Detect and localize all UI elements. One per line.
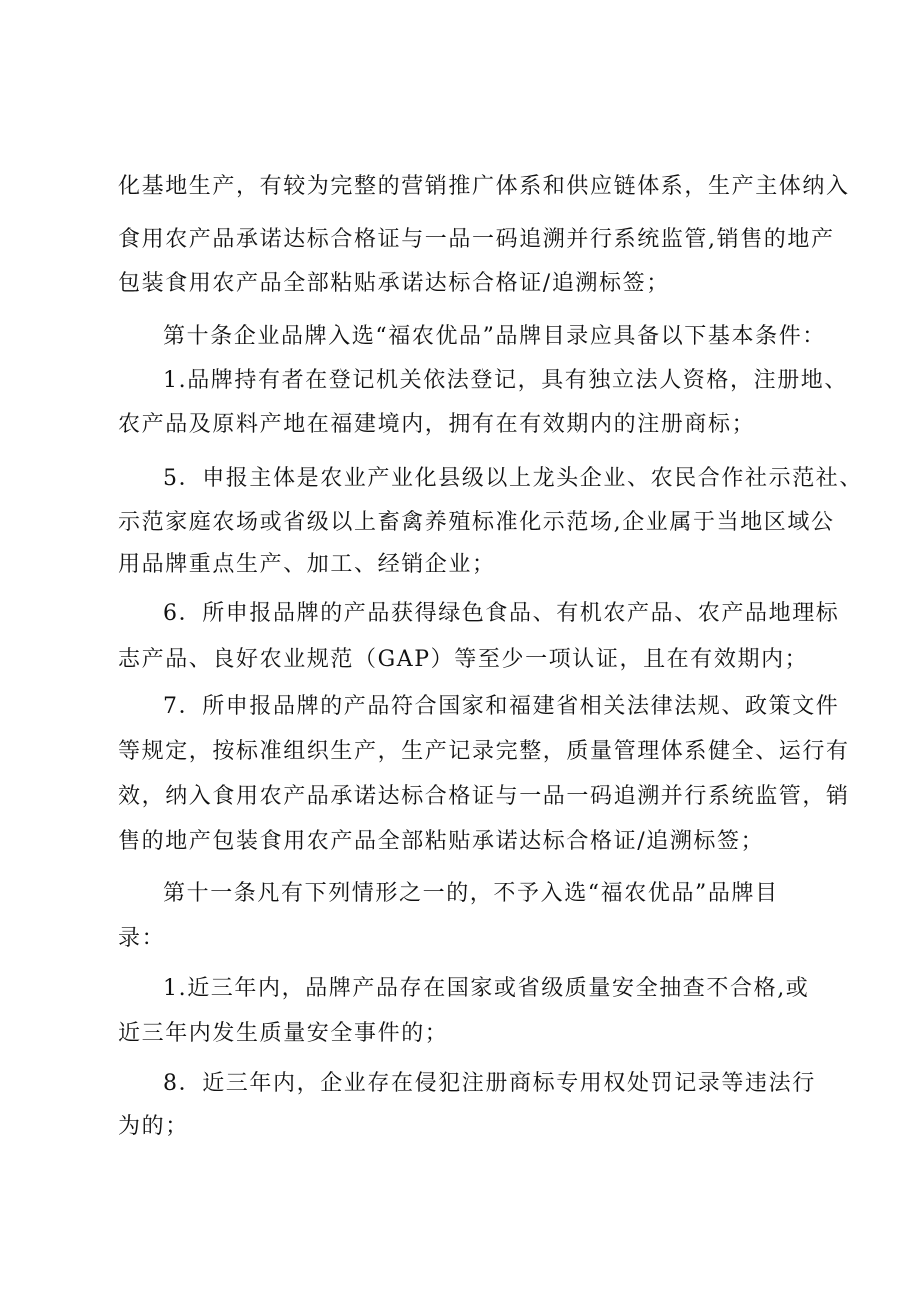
paragraph-1-line-1: 化基地生产，有较为完整的营销推广体系和供应链体系，生产主体纳入 [118, 174, 850, 199]
paragraph-4-line-3: 用品牌重点生产、加工、经销企业； [118, 552, 496, 577]
paragraph-9-line-2: 为的； [118, 1114, 189, 1139]
paragraph-5-line-1: 6．所申报品牌的产品获得绿色食品、有机农产品、农产品地理标 [163, 601, 840, 626]
paragraph-4-line-2: 示范家庭农场或省级以上畜禽养殖标准化示范场,企业属于当地区域公 [118, 510, 835, 535]
article-11-heading-line-1: 第十一条凡有下列情形之一的，不予入选“福农优品”品牌目 [163, 881, 779, 906]
paragraph-1-line-2: 食用农产品承诺达标合格证与一品一码追溯并行系统监管,销售的地产 [118, 227, 835, 252]
paragraph-6-line-3: 效，纳入食用农产品承诺达标合格证与一品一码追溯并行系统监管，销 [118, 784, 850, 809]
paragraph-8-line-1: 1.近三年内，品牌产品存在国家或省级质量安全抽查不合格,或 [163, 976, 810, 1001]
paragraph-3-line-1: 1.品牌持有者在登记机关依法登记，具有独立法人资格，注册地、 [163, 368, 848, 393]
article-10-heading: 第十条企业品牌入选“福农优品”品牌目录应具备以下基本条件： [163, 324, 826, 349]
paragraph-8-line-2: 近三年内发生质量安全事件的； [118, 1021, 449, 1046]
paragraph-6-line-1: 7．所申报品牌的产品符合国家和福建省相关法律法规、政策文件 [163, 694, 840, 719]
article-11-heading-line-2: 录： [118, 926, 166, 951]
paragraph-4-line-1: 5．申报主体是农业产业化县级以上龙头企业、农民合作社示范社、 [163, 466, 863, 491]
paragraph-3-line-2: 农产品及原料产地在福建境内，拥有在有效期内的注册商标； [118, 412, 756, 437]
paragraph-6-line-4: 售的地产包装食用农产品全部粘贴承诺达标合格证/追溯标签； [118, 829, 765, 854]
paragraph-1-line-3: 包装食用农产品全部粘贴承诺达标合格证/追溯标签； [118, 271, 670, 296]
paragraph-6-line-2: 等规定，按标准组织生产，生产记录完整，质量管理体系健全、运行有 [118, 739, 850, 764]
paragraph-5-line-2: 志产品、良好农业规范（GAP）等至少一项认证，且在有效期内； [118, 647, 809, 672]
paragraph-9-line-1: 8．近三年内，企业存在侵犯注册商标专用权处罚记录等违法行 [163, 1071, 816, 1096]
